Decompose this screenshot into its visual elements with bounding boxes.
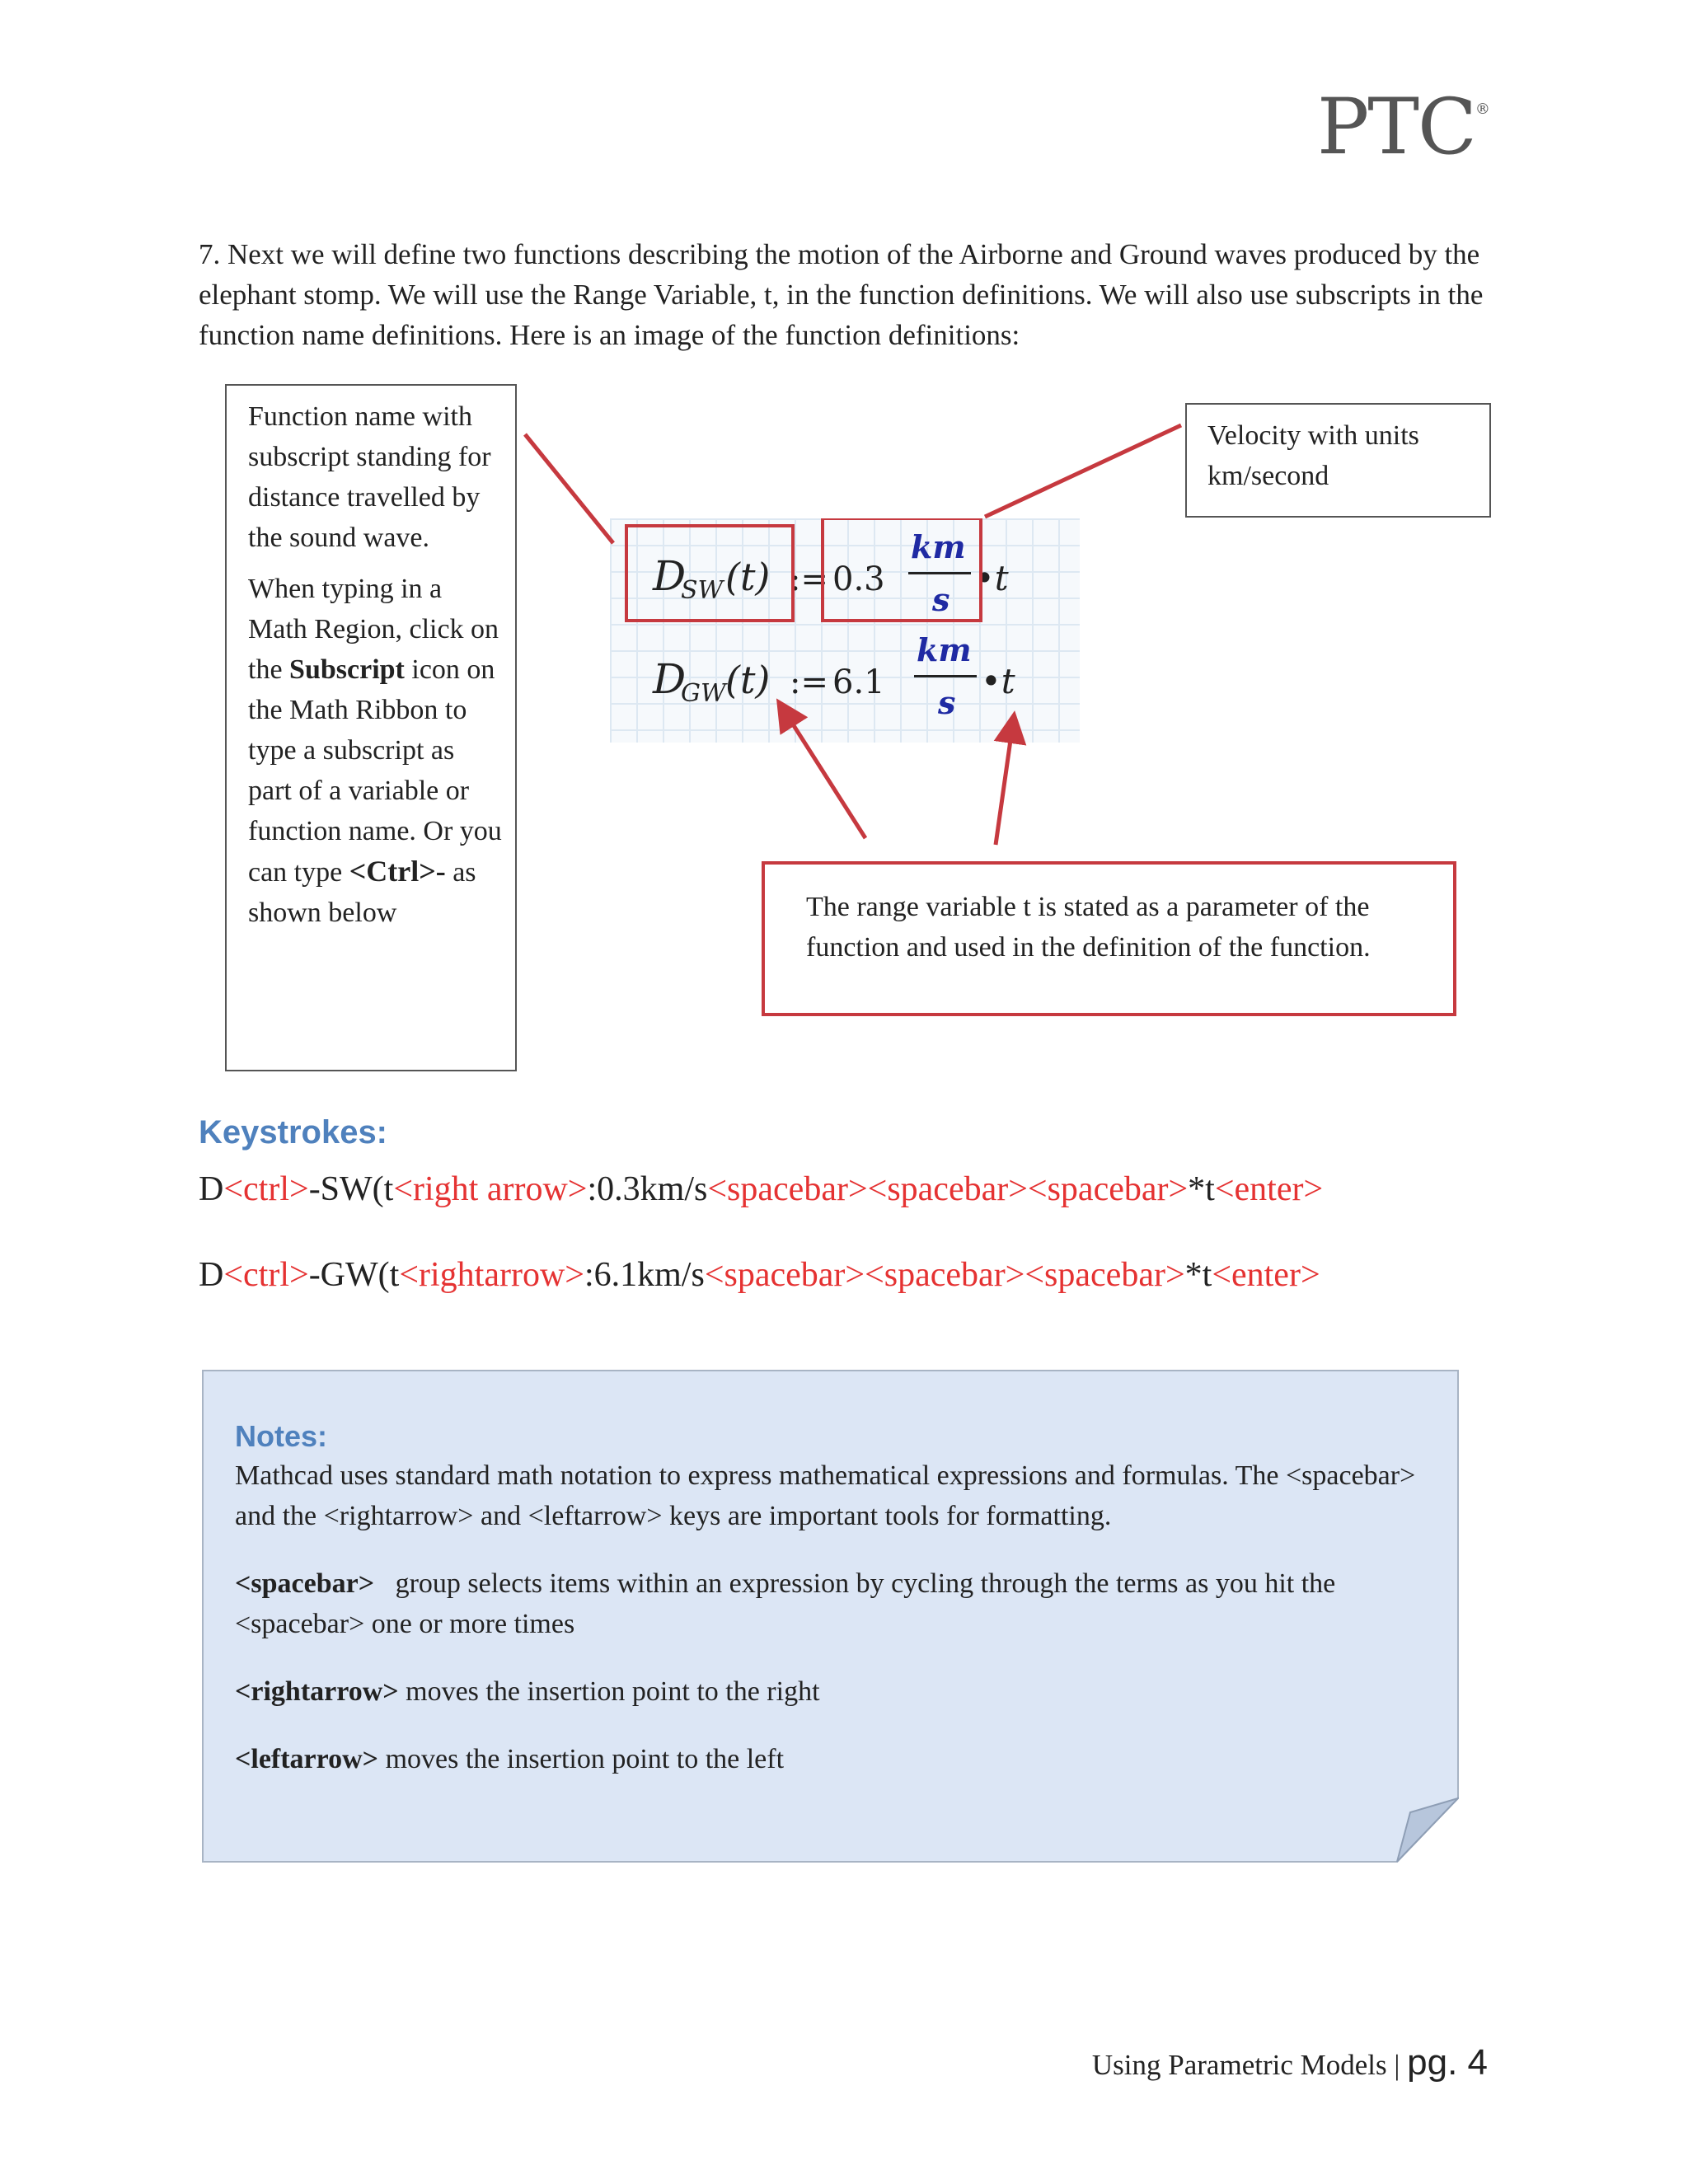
note-item: <spacebar> group selects items within an expression by cycling through the terms as you hit the <spacebar> one or more times [235, 1568, 1343, 1639]
connector-function-name [525, 434, 613, 543]
eq1-unit-num: km [911, 528, 966, 565]
eq1-mult: •t [974, 558, 1009, 598]
eq2-subscript: GW [681, 679, 726, 708]
eq1-unit-den: s [932, 581, 950, 618]
page-number: pg. 4 [1407, 2042, 1488, 2083]
eq2-mult: •t [981, 661, 1015, 701]
eq2-unit-num: km [917, 631, 972, 668]
eq2-arg: (t) [725, 658, 771, 702]
eq2-assign: := [790, 663, 828, 701]
note-item: <leftarrow> moves the insertion point to the left [235, 1744, 785, 1774]
notes-heading: Notes: [235, 1419, 328, 1453]
callout-function-name-text: Function name with subscript standing for distance travelled by the sound wave. [248, 401, 491, 553]
eq1-var: D [653, 552, 687, 600]
intro-paragraph: 7. Next we will define two functions describing the motion of the Airborne and Ground waves produced by the elephant stomp. We will use the Range Variable, t, in the function definitions. We will also use subscripts in the function name definitions. Here is an image of the function definitions: [199, 238, 1484, 351]
registered-mark: ® [1475, 101, 1490, 118]
callout-velocity: Velocity with units km/second [1185, 403, 1491, 518]
eq1-subscript: SW [681, 576, 724, 605]
keystrokes-heading: Keystrokes: [199, 1114, 388, 1151]
footer-title: Using Parametric Models | [1091, 2049, 1408, 2081]
eq2-value: 6.1 [832, 663, 885, 701]
ptc-logo: PTC® [1317, 82, 1490, 172]
eq2-unit-den: s [938, 684, 956, 721]
callout-subscript-instructions: When typing in a Math Region, click on the Subscript icon on the Math Ribbon to type a subscript as part of a variable or function name. Or you can type <Ctrl>- as shown below [248, 574, 502, 928]
eq1-value: 0.3 [832, 560, 885, 598]
eq1-assign: := [790, 560, 828, 598]
keystroke-line-sw: D<ctrl>-SW(t<right arrow>:0.3km/s<spacebar><spacebar><spacebar>*t<enter> [199, 1170, 1324, 1208]
eq1-arg: (t) [725, 555, 771, 599]
eq2-var: D [653, 655, 687, 703]
notes-intro: Mathcad uses standard math notation to express mathematical expressions and formulas. The <spacebar> and the <rightarrow> and <leftarrow> keys are important tools for formatting. [235, 1460, 1416, 1531]
keystroke-line-gw: D<ctrl>-GW(t<rightarrow>:6.1km/s<spacebar><spacebar><spacebar>*t<enter> [199, 1256, 1320, 1294]
notes-content [235, 1418, 1447, 1807]
arrow-range-variable-use [996, 723, 1013, 845]
arrow-range-variable-param [783, 709, 865, 838]
connector-velocity [985, 425, 1181, 517]
callout-range-variable: The range variable t is stated as a parameter of the function and used in the definition of the function. [762, 861, 1456, 1016]
page-footer [1092, 2042, 1488, 2083]
note-item: <rightarrow> moves the insertion point to the right [235, 1676, 820, 1707]
